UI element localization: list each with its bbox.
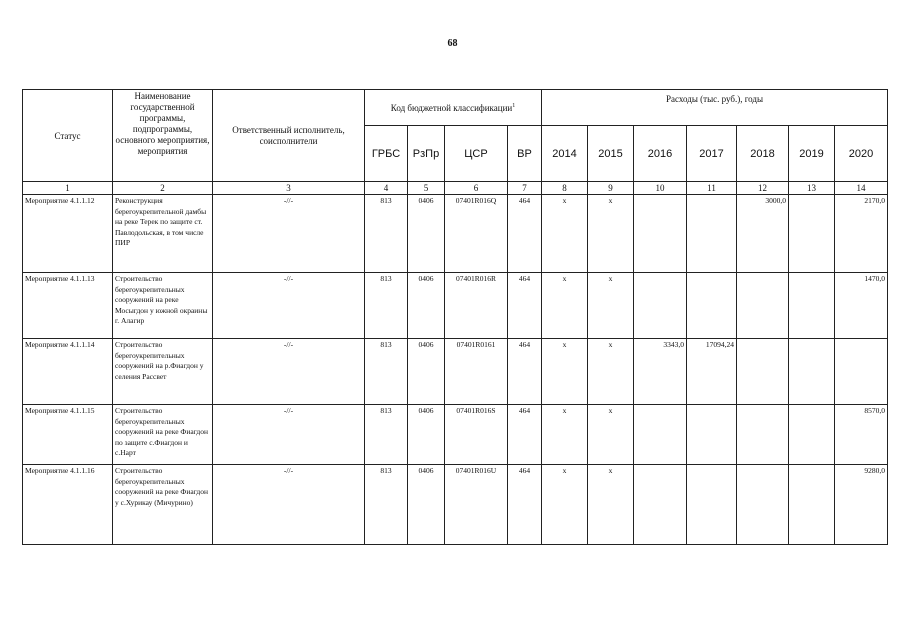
- row-responsible: -//-: [213, 405, 365, 465]
- header-year-2015: 2015: [588, 126, 634, 182]
- row-rzpr: 0406: [408, 465, 445, 545]
- row-rzpr: 0406: [408, 405, 445, 465]
- row-2016: [634, 195, 687, 273]
- table-row: [23, 195, 888, 273]
- row-2014: x: [542, 465, 588, 545]
- row-2015: x: [588, 339, 634, 405]
- header-year-2020: 2020: [835, 126, 888, 182]
- row-vr: 464: [508, 405, 542, 465]
- header-year-2019: 2019: [789, 126, 835, 182]
- header-year-2016: 2016: [634, 126, 687, 182]
- header-grbs: ГРБС: [365, 126, 408, 182]
- column-number: 13: [789, 182, 835, 195]
- row-2020: 1470,0: [835, 273, 888, 339]
- row-2019: [789, 273, 835, 339]
- row-status: Мероприятие 4.1.1.15: [23, 405, 113, 465]
- row-2020: 2170,0: [835, 195, 888, 273]
- row-csr: 07401R0161: [445, 339, 508, 405]
- table-row: [23, 339, 888, 405]
- column-number: 2: [113, 182, 213, 195]
- row-status: Мероприятие 4.1.1.16: [23, 465, 113, 545]
- row-2015: x: [588, 195, 634, 273]
- column-number: 8: [542, 182, 588, 195]
- row-responsible: -//-: [213, 273, 365, 339]
- row-name: Реконструкция берегоукрепительной дамбы на реке Терек по защите ст. Павлодольская, в том числе ПИР: [113, 195, 213, 273]
- row-vr: 464: [508, 465, 542, 545]
- column-number: 5: [408, 182, 445, 195]
- column-number: 14: [835, 182, 888, 195]
- row-2018: [737, 339, 789, 405]
- column-number: 11: [687, 182, 737, 195]
- row-2016: [634, 273, 687, 339]
- row-2016: 3343,0: [634, 339, 687, 405]
- row-rzpr: 0406: [408, 339, 445, 405]
- header-year-2018: 2018: [737, 126, 789, 182]
- header-year-2017: 2017: [687, 126, 737, 182]
- header-responsible: Ответственный исполнитель, соисполнители: [213, 90, 365, 182]
- row-rzpr: 0406: [408, 195, 445, 273]
- row-csr: 07401R016Q: [445, 195, 508, 273]
- column-number: 4: [365, 182, 408, 195]
- row-vr: 464: [508, 195, 542, 273]
- row-2018: [737, 405, 789, 465]
- row-2015: x: [588, 465, 634, 545]
- row-csr: 07401R016R: [445, 273, 508, 339]
- row-grbs: 813: [365, 339, 408, 405]
- row-grbs: 813: [365, 195, 408, 273]
- row-2018: 3000,0: [737, 195, 789, 273]
- row-2019: [789, 195, 835, 273]
- row-grbs: 813: [365, 405, 408, 465]
- row-2017: [687, 195, 737, 273]
- budget-table: [22, 89, 888, 545]
- table-row: [23, 273, 888, 339]
- row-status: Мероприятие 4.1.1.12: [23, 195, 113, 273]
- header-expenses-group: Расходы (тыс. руб.), годы: [542, 90, 888, 126]
- row-name: Строительство берегоукрепительных сооружений на реке Фиагдон у с.Хурикау (Мичурино): [113, 465, 213, 545]
- row-vr: 464: [508, 339, 542, 405]
- header-rzpr: РзПр: [408, 126, 445, 182]
- column-number: 9: [588, 182, 634, 195]
- header-budget-code-group: Код бюджетной классификации$^1$: [365, 90, 542, 126]
- header-csr: ЦСР: [445, 126, 508, 182]
- row-rzpr: 0406: [408, 273, 445, 339]
- row-grbs: 813: [365, 465, 408, 545]
- row-2014: x: [542, 405, 588, 465]
- header-name: Наименование государственной программы, подпрограммы, основного мероприятия, мероприятия: [113, 90, 213, 182]
- column-number: 10: [634, 182, 687, 195]
- row-vr: 464: [508, 273, 542, 339]
- row-name: Строительство берегоукрепительных сооружений на реке Мосыгдон у южной окраины г. Алагир: [113, 273, 213, 339]
- row-2017: [687, 465, 737, 545]
- row-2017: [687, 273, 737, 339]
- header-year-2014: 2014: [542, 126, 588, 182]
- row-2014: x: [542, 195, 588, 273]
- row-status: Мероприятие 4.1.1.13: [23, 273, 113, 339]
- row-2016: [634, 465, 687, 545]
- row-2020: [835, 339, 888, 405]
- row-2016: [634, 405, 687, 465]
- row-2018: [737, 465, 789, 545]
- row-csr: 07401R016U: [445, 465, 508, 545]
- row-responsible: -//-: [213, 465, 365, 545]
- row-name: Строительство берегоукрепительных сооружений на р.Фиагдон у селения Рассвет: [113, 339, 213, 405]
- column-number: 3: [213, 182, 365, 195]
- column-number: 12: [737, 182, 789, 195]
- row-csr: 07401R016S: [445, 405, 508, 465]
- header-vr: ВР: [508, 126, 542, 182]
- row-2018: [737, 273, 789, 339]
- row-2019: [789, 339, 835, 405]
- row-2014: x: [542, 273, 588, 339]
- table-row: [23, 405, 888, 465]
- column-number: 6: [445, 182, 508, 195]
- row-grbs: 813: [365, 273, 408, 339]
- column-numbers-row: [23, 182, 888, 195]
- table-row: [23, 465, 888, 545]
- row-2019: [789, 405, 835, 465]
- column-number: 7: [508, 182, 542, 195]
- row-2014: x: [542, 339, 588, 405]
- page-number: 68: [447, 38, 458, 49]
- column-number: 1: [23, 182, 113, 195]
- row-2020: 9280,0: [835, 465, 888, 545]
- row-2020: 8570,0: [835, 405, 888, 465]
- row-name: Строительство берегоукрепительных сооружений на реке Фиагдон по защите с.Фиагдон и с.Нарт: [113, 405, 213, 465]
- row-2019: [789, 465, 835, 545]
- row-status: Мероприятие 4.1.1.14: [23, 339, 113, 405]
- header-status: Статус: [23, 90, 113, 182]
- row-2017: 17094,24: [687, 339, 737, 405]
- row-responsible: -//-: [213, 339, 365, 405]
- row-2015: x: [588, 273, 634, 339]
- row-2017: [687, 405, 737, 465]
- row-responsible: -//-: [213, 195, 365, 273]
- row-2015: x: [588, 405, 634, 465]
